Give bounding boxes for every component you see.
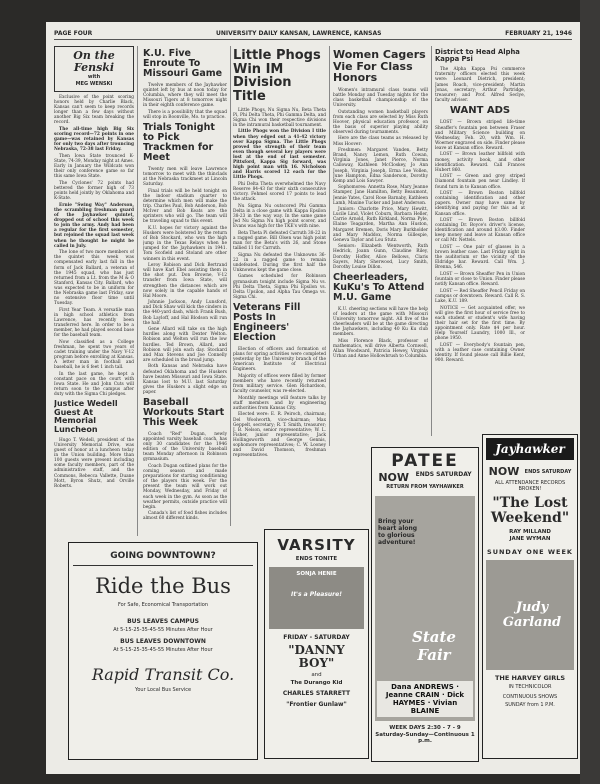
- article-paragraph: Canada's list of food fishes includes almost 60 different kinds.: [143, 511, 227, 522]
- column-title-box: [54, 46, 134, 92]
- headline-cheerleaders: Cheerleaders, KuKu's To Attend M.U. Game: [333, 271, 425, 303]
- article-paragraph: Election of officers and formation of plans for spring activities were completed yesterday by the University branch of the American Institute of Electrical Engineers.: [233, 346, 326, 373]
- headline-little-phogs: Little Phogs Win IM Division Title: [233, 48, 321, 104]
- jayhawker-technicolor: IN TECHNICOLOR: [508, 684, 552, 690]
- issue-date: FEBRUARY 21, 1946: [505, 30, 572, 37]
- bus-ad-footer: Your Local Bus Service: [134, 687, 192, 693]
- bus-leaves-downtown: BUS LEAVES DOWNTOWN: [120, 638, 206, 645]
- article-paragraph: Then Iowa State trounced K-State, 74-39, Monday night at Ames. Early in January the Wildcats won their only conference game so far this same Iowa State.: [54, 154, 134, 180]
- article-paragraph: Nu Sigma Nu outscored Phi Gamma Delta in a close game with Kappa Epsilon 38-23 in the way way. In the same game Jed Nu Sigma Nu high point scorer, and Evans was high for the TKE's with nine.: [233, 203, 326, 230]
- article-paragraph: K.U. hopes for victory against the Huskers were bolstered by the return of Bob Stockard, who won the high jump in the Texas Relays when he jumped for the Jayhawkers in 1941. Tom Scofield and Stoland are other winners in this event.: [143, 225, 227, 262]
- article-paragraph: Now classified as a College freshman, he spent two years of cadet training under the Navy V-12 program before enrolling at Kansas. A letter man in football and baseball, he is 6 feet 1 inch tall.: [54, 339, 134, 371]
- page-number: PAGE FOUR: [54, 30, 93, 37]
- headline-trackmen: Trials Tonight to Pick Trackmen for Meet: [143, 122, 215, 163]
- column-rule: [230, 46, 231, 526]
- column-rule: [431, 46, 432, 436]
- article-paragraph: Juniors: Charlotte Price, Mary Hewitt, Lucile Lind, Violet Coburn, Barbara Heller, Carrie Arnold, Ruth Kirkland, Norma Pyle, Elaine Teagarden, Martha Ann Huston, Margaret Bremen, Doris Mary Burkholder and Mary Maddox, Norma Gillespie, Geneva Taylor and Lou Stutz.: [333, 207, 428, 243]
- article-paragraph: K.U. cheering sections will have the help of leaders at the game with Missouri University tomorrow night. All five of the cheerleaders will be at the game directing the Jayhawkers, including 40 Ku Ku club members.: [333, 306, 428, 338]
- patee-tagline: Bring your heart along to glorious adventure!: [378, 518, 418, 546]
- article-paragraph: Exclusive of the point scoring honors held by Charlie Black, Kansas can't seem to keep records longer than a few days without another Big Six team breaking the record.: [54, 95, 134, 126]
- patee-weekday-times: WEEK DAYS 2:30 - 7 - 9: [389, 725, 461, 731]
- want-ad: LOST — Everybody's fountain pen, with a leather case containing Owner identity. If found please call Billie Kent, 900. Reward.: [435, 342, 525, 364]
- want-ad: LOST — Brown Boston billfold containing identification and other papers. Owner may have same by identifying and paying for this ad at Kansan office.: [435, 191, 525, 217]
- scan-edge: [580, 0, 600, 784]
- article-paragraph: Phi Delta Theta overwhelmed the Navy Reserve 84-43 for their sixth consecutive victory. Fehmel scored 17 points to lead the attack.: [233, 181, 326, 203]
- article-paragraph: Elected were: E. R. Peiroch, chairman; Del Woolworth, vice-chairman; Max Geppelt, secretary; R. T. Smith, treasurer; J. B. Nelson, senior representative; W. L. Fisher, junior representative; Jack Hollingsworth and George Gennis, sophomore representatives; C. W. Looney and David Thomson, freshman representatives.: [233, 412, 326, 459]
- varsity-ends: ENDS TONITE: [295, 556, 338, 562]
- bus-campus-times: At 5-15-25-35-45-55 Minutes After Hour: [113, 627, 213, 633]
- headline-veterans: Veterans Fill Posts In Engineers' Election: [233, 301, 301, 343]
- bus-ad-headline: GOING DOWNTOWN?: [73, 547, 253, 566]
- varsity-feature-2: "DANNY BOY": [288, 643, 345, 670]
- article-paragraph: Women's intramural class teams will battle Monday and Tuesday nights for the class basketball championship of the University.: [333, 87, 428, 108]
- column-rule: [137, 46, 138, 536]
- varsity-feature-3: The Durango Kid: [290, 680, 343, 686]
- newspaper-page: [46, 22, 580, 774]
- article-paragraph: The lone of two more members of the quintet this week was compensated early last fall in the form of Jack Ballard, a veteran of the 1945 squad, who has just returned from a Lt. from the M & O Stanford, Kansas City. Ballard, who was expected to be in uniform for the Nebraska game last Friday, saw no extensive floor time until Tuesday.: [54, 250, 134, 307]
- article-paragraph: First Year Team. A versatile man in high school athletics from Lawrence, has recently been transferred here. In order to be a member, he had played second base for the baseball team.: [54, 307, 134, 339]
- article-paragraph: Little Phogs, Nu Sigma Nu, Beta Theta Pi, Phi Delta Theta, Phi Gamma Delta, and Sigma Chi won their respective divisions in the intramural basketball tournament.: [233, 107, 326, 128]
- column-rule: [329, 46, 330, 446]
- patee-name: PATEE: [391, 451, 459, 471]
- article-paragraph: Little Phogs won the Division I title when they edged out a 41-42 victory over Kappa Sigma. The Little Phogs proved the strength of their team even though several key players were lost at the end of last semester. Pittsford, Kappa Sig forward, was high point man with 16. Nicholson and Harris scored 12 each for the Little Phogs.: [233, 129, 326, 181]
- want-ad: LOST — Brown striped life-time Sheaffer's fountain pen between Fraser and Military Science building on Wednesday, Feb. 20, with Wm. H. Woerner engraved on side. Finder please leave at Kansan office. Reward.: [435, 120, 525, 151]
- patee-cast: Dana ANDREWS · Jeanne CRAIN · Dick HAYMES · Vivian BLAINE: [377, 681, 473, 717]
- want-ad: LOST — Brown leather billfold with money, activity book, and other identification. Reward. Call Frances Hubert 860.: [435, 152, 525, 173]
- column-1: [54, 46, 134, 566]
- article-paragraph: Leroy Robison and Dick Bertrand will have Karl Ebel assisting them in the shot put. Don Browne, V-12 transfer from Iowa State, will strengthen the distances which are now solely in the capable hands of Hal Moore.: [143, 263, 227, 299]
- masthead: UNIVERSITY DAILY KANSAN, LAWRENCE, KANSAS: [215, 30, 382, 37]
- headline-baseball: Baseball Workouts Start This Week: [143, 396, 225, 428]
- article-paragraph: Miss Florence Black, professor of mathematics, will drive Alberta Cornwell, Allan Woodward, Patricia Hewey, Virginia Urban and Anne Hollowbrush to Columbia.: [333, 338, 428, 360]
- bus-ad-tagline: For Safe, Economical Transportation: [117, 602, 208, 608]
- jayhawker-now: NOW: [488, 465, 520, 478]
- article-paragraph: Majority of offices were filled by former members who have recently returned from military service. Glen Richardson, faculty counselor, was re-elected.: [233, 373, 326, 395]
- bus-ad-title: Ride the Bus: [95, 574, 231, 598]
- article-paragraph: Final trials will be held tonight on the indoor stadium quarter to determine which men will make the trip. Charles Paul, Bob Anderson, Bob McIver and Bob Keats are the sprinters who will go. The team will be traveling squad to this event.: [143, 188, 227, 225]
- column-3: [233, 46, 326, 551]
- bus-leaves-campus: BUS LEAVES CAMPUS: [127, 618, 199, 625]
- want-ad: NOTICE — Get acquainted offer, we will give the first hour of service free to each student or student's wife having their hair set for the first time. By appointment only. Rate $4 per hour. Help Yourself Laundry, 1000 Ill., or phone 1950.: [435, 305, 525, 342]
- article-paragraph: Coach "Red" Dugan, newly appointed varsity baseball coach, has only 30 candidates for the 1946 edition of the University baseball team Monday afternoon in Robinson gymnasium.: [143, 431, 227, 463]
- varsity-feature-1: It's a Pleasure!: [291, 591, 342, 598]
- article-paragraph: Here are the class teams as released by Miss Hoover:: [333, 136, 428, 147]
- bus-company-name: Rapid Transit Co.: [91, 665, 235, 684]
- article-paragraph: Gene Allard will take on the high hurdles along with Dexter Welton. Robison and Welton will run the low hurdles. Ted Brown, Allard, and Robison will join each day. Stockard and Max Stevens and Joe Connelly are scheduled in the broad jump.: [143, 327, 227, 363]
- headline-ku-five: K.U. Five Enroute To Missouri Game: [143, 48, 223, 79]
- want-ad: LOST — One pair of glasses in a brown leather case. Last Friday night in the auditorium or the vicinity of the Eldridge bar. Reward. Call Wm. J. Brenna, 546.: [435, 245, 525, 271]
- column-4: [333, 46, 428, 491]
- article-paragraph: In the last game, he kept a constant pace on the court with Iowa State. He and John Cuts will return soon to the campus after duty with the Sigma Chi pledges.: [54, 371, 134, 398]
- article-paragraph: Ernie "Swing Way" Anderson, the scrambling freshman guard of the Jayhawker quintet, dropped out of school this week to join the army. Andy had been a regular for the first semester, but rejoined the squad last week when he thought he might be called in July.: [54, 202, 134, 249]
- jayhawker-theater-ad: [482, 434, 578, 759]
- article-paragraph: The Cyclones' 72 points had bettered the former high of 73 points held jointly by Oklahoma and K-State.: [54, 181, 134, 202]
- varsity-star: SONJA HENIE: [296, 571, 337, 577]
- patee-feature: State Fair: [412, 628, 456, 664]
- jayhawker-feature: "The Lost Weekend": [490, 495, 570, 526]
- jayhawker-artwork: [486, 560, 574, 670]
- varsity-name: VARSITY: [277, 536, 356, 554]
- jayhawker-cast-2: JANE WYMAN: [509, 536, 551, 542]
- patee-ends: ENDS SATURDAY: [415, 471, 472, 478]
- want-ad: LOST — Brown Sheaffer Pen in Union fountain or close to Union. Finder please notify Kansan office. Reward.: [435, 272, 525, 288]
- jayhawker-sunday-time: SUNDAY from 1 P.M.: [505, 702, 555, 708]
- headline-alpha-kappa-psi: District to Head Alpha Kappa Psi: [435, 48, 520, 64]
- want-ad: LOST — Brown Boston billfold containing Dr. Boyce's driver's license, identification and around $3.00. Finder keep money and leave at Kansan office or call Mr. Nettels.: [435, 218, 525, 244]
- article-paragraph: Sophomores: Annetta Rose, Mary Jeanne Stamper, Jane Hamilton, Betty Beaumont, Jennie Yates, Carol Rose Barnaby, Kathleen Lamb, Maxine Tucker and Janet Anderson.: [333, 185, 428, 206]
- jayhawker-ends: ENDS SATURDAY: [524, 468, 572, 475]
- varsity-and: and: [311, 672, 322, 678]
- article-paragraph: The all-time high Big Six scoring record—72 points in one game—was retained by Kansas for only two days after trouncing Nebraska, 72-38 last Friday.: [54, 127, 134, 153]
- want-ad: LOST — Green and grey striped Diamond fountain pen near Lindley. If found turn in to Kansan office.: [435, 174, 525, 190]
- article-paragraph: There is a possibility that the squad will stop in Boonville, Mo. to practice.: [143, 109, 227, 120]
- want-ad: LOST — Red Sheaffer Pencil Friday on campus or downtown. Reward. Call R. S. Lake, K.U. 189.: [435, 288, 525, 304]
- patee-weekend-times: Saturday-Sunday—Continuous 1 p.m.: [375, 732, 475, 744]
- article-paragraph: Games scheduled for Robinson gymnasium tonight include Sigma Nu vs. Phi Delta Theta, Sigma Phi Epsilon vs. Delta Upsilon, and Alpha Tau Omega vs. Sigma Chi.: [233, 274, 326, 300]
- jayhawker-continuous: CONTINUOUS SHOWS: [502, 694, 558, 700]
- jayhawker-name: Jayhawker: [486, 438, 574, 460]
- article-paragraph: Beta Theta Pi defeated Carruth 38-22 in a ragged game. Bill Olsen was high point man for the Beta's with 26, and Stone tallied 11 for Carruth.: [233, 230, 326, 251]
- jayhawker-star: Judy Garland: [502, 600, 562, 630]
- column-title: On the Fenski: [73, 49, 115, 74]
- byline: MEG WENSKI: [75, 81, 113, 87]
- article-paragraph: Outstanding women basketball players from each class are selected by Miss Ruth Hoover, physical education professor, on the basis of superior playing ability observed during tournaments.: [333, 109, 428, 135]
- bus-downtown-times: At 5-15-25-35-45-55 Minutes After Hour: [113, 647, 213, 653]
- headline-wedell: Justice Wedell Guest At Memorial Luncheon: [54, 399, 118, 434]
- jayhawker-cast-1: RAY MILLAND: [509, 529, 551, 535]
- patee-now: NOW: [378, 471, 410, 484]
- page-header: [54, 30, 572, 40]
- patee-theater-ad: [371, 447, 479, 762]
- varsity-star-2: CHARLES STARRETT: [282, 690, 351, 697]
- article-paragraph: Sigma Nu defeated the Unknowns 36-22 in a ragged game to remain undefeated. During the first half the Unknowns kept the game close.: [233, 252, 326, 273]
- headline-women-cagers: Women Cagers Vie For Class Honors: [333, 48, 426, 85]
- patee-return: RETURN FROM YAYHAWKER: [386, 484, 464, 490]
- varsity-theater-ad: [264, 529, 369, 759]
- column-2: [143, 46, 227, 566]
- jayhawker-sunday: SUNDAY ONE WEEK: [487, 548, 573, 556]
- byline-with: with: [87, 74, 101, 80]
- varsity-feature-4: "Frontier Gunlaw": [286, 701, 347, 708]
- article-paragraph: Freshmen: Margaret Vanden, Betty Brand, Nancy Lemon, Ruth Cowan, Virginia Jones, Janet Pierce, Norma Calloway, Kathleen McCloskey, Jo Ann Joseph, Virginia Joseph, Erma Lee Vollen, June Hampton, Edna Sanderson, Dorothy Kemp and Lois Sawyer.: [333, 148, 428, 184]
- article-paragraph: Johnnie Jackson, Andy Lunsford, and Dick Shaw will kick the cinders in the 440-yard dash, which Frank Bush, Bob Layloff, and Hal Blodson will run the half.: [143, 300, 227, 326]
- varsity-photo: [269, 567, 364, 629]
- patee-artwork: [375, 496, 475, 721]
- varsity-days: FRIDAY - SATURDAY: [283, 634, 350, 641]
- want-ads-heading: WANT ADS: [449, 104, 511, 116]
- bus-advertisement: [68, 542, 258, 760]
- jayhawker-feature-2: THE HARVEY GIRLS: [494, 674, 566, 682]
- article-paragraph: Monthly meetings will feature talks by staff members and by engineering authorities from Kansas City.: [233, 395, 326, 411]
- article-paragraph: The Alpha Kappa Psi commerce fraternity officers elected this week were: Leonard Dietrich, president; James Roach, vice-president; Martin Jonas, secretary; Arthur Partridge, treasurer; and Prof. Alfred Seclye, faculty adviser.: [435, 67, 525, 103]
- article-paragraph: Twelve members of the Jayhawker quintet left by bus at noon today for Columbia, where they will meet the Missouri Tigers at 8 tomorrow night in their eighth conference game.: [143, 82, 227, 109]
- jayhawker-records: ALL ATTENDANCE RECORDS BROKEN!: [494, 480, 566, 492]
- article-paragraph: Twenty men will leave Lawrence tomorrow to meet with the thinclads at the Nebraska trackmeet at Lincoln Saturday.: [143, 166, 227, 188]
- article-paragraph: Both Kansas and Nebraska have defeated Oklahoma and the Huskers have beaten Missouri and Iowa State. Kansas lost to M.U. last Saturday gives the Huskers a slight edge on paper.: [143, 364, 227, 395]
- article-paragraph: Coach Dugan outlined plans for the coming season and made preparations for starting conditioning of the players this week. For the present the team will work out Monday, Wednesday, and Friday of each week in the gym. As soon as the weather permits, outside practice will begin.: [143, 463, 227, 510]
- article-paragraph: Hugo T. Wedell, president of the University Memorial Drive, was guest of honor at a luncheon today in the Union building. More than 100 guests were present including some faculty members, part of the administrative staff, and the Commons, Rebecca Vallette, Duane Mott, Byron Shutz, and Orville Roberts.: [54, 437, 134, 489]
- article-paragraph: Seniors: Elizabeth Wentworth, Ruth Hedrick, Joann Gunn, Claudine Riley, Dorothy Hoffer, Alice Bellows, Claris Sayers, Mary Sherwood, Lucy Smith, Dorothy Louise Dillon.: [333, 244, 428, 270]
